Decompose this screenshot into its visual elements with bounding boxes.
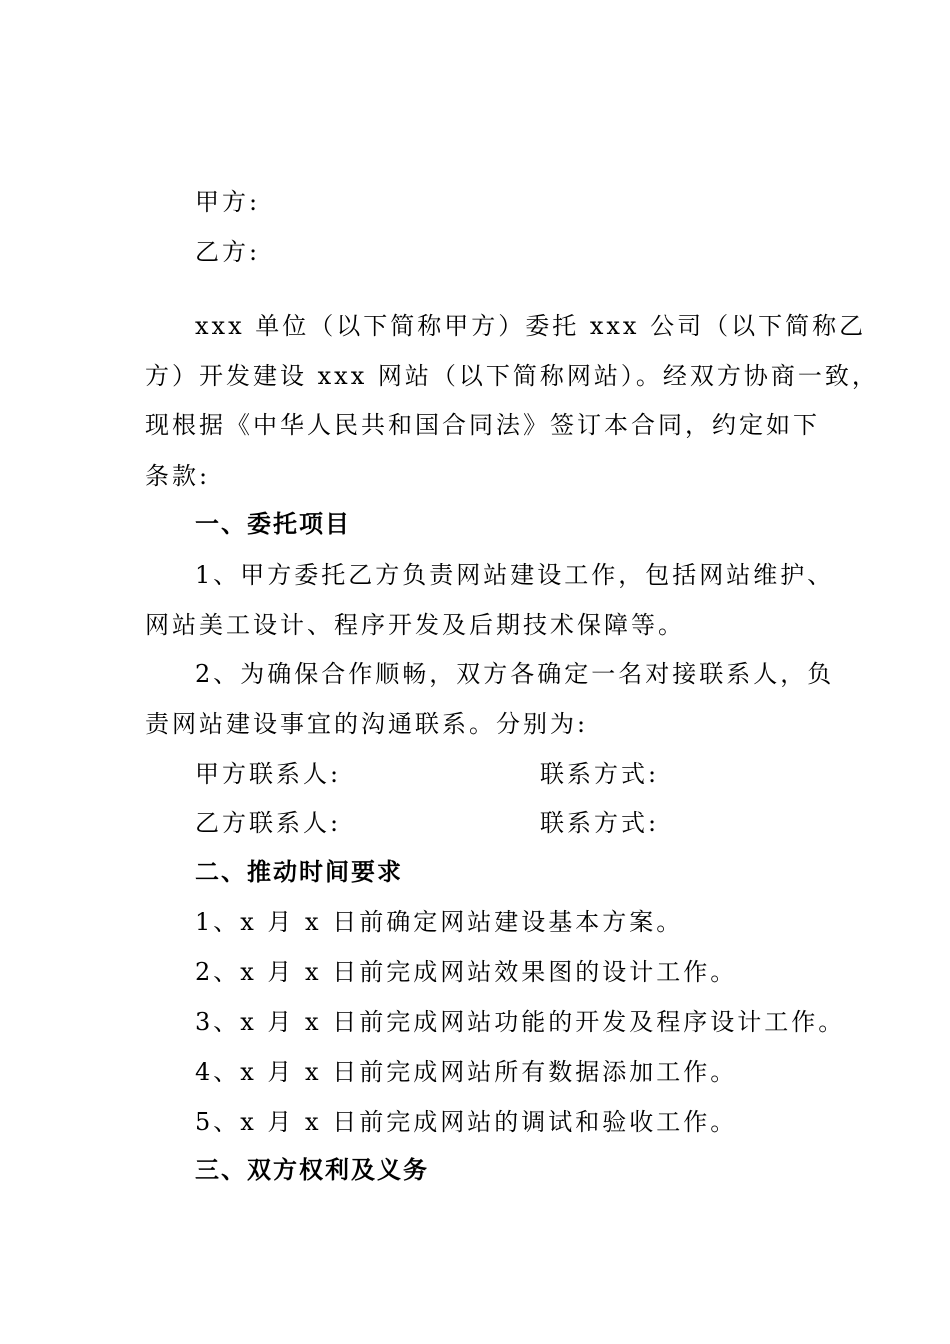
party-a-contact-label: 甲方联系人:	[195, 760, 342, 788]
section2-item-3: 3、x 月 x 日前完成网站功能的开发及程序设计工作。	[195, 1008, 846, 1036]
intro-line-4: 条款:	[145, 462, 211, 490]
party-a-label: 甲方:	[195, 188, 261, 216]
section1-item2-line2: 责网站建设事宜的沟通联系。分别为:	[145, 710, 589, 738]
section2-heading: 二、推动时间要求	[195, 858, 403, 886]
section1-item1-line1: 1、甲方委托乙方负责网站建设工作，包括网站维护、	[195, 561, 835, 589]
party-b-contact-method-label: 联系方式:	[540, 809, 660, 837]
intro-line-2: 方）开发建设 xxx 网站（以下简称网站）。经双方协商一致，	[145, 362, 879, 390]
section1-item1-line2: 网站美工设计、程序开发及后期技术保障等。	[145, 611, 685, 639]
intro-line-1: xxx 单位（以下简称甲方）委托 xxx 公司（以下简称乙	[195, 312, 867, 340]
section2-item-2: 2、x 月 x 日前完成网站效果图的设计工作。	[195, 958, 738, 986]
section2-item-4: 4、x 月 x 日前完成网站所有数据添加工作。	[195, 1058, 738, 1086]
party-b-contact-label: 乙方联系人:	[195, 809, 342, 837]
section2-item-1: 1、x 月 x 日前确定网站建设基本方案。	[195, 908, 684, 936]
party-a-contact-method-label: 联系方式:	[540, 760, 660, 788]
section3-heading: 三、双方权利及义务	[195, 1156, 429, 1184]
intro-line-3: 现根据《中华人民共和国合同法》签订本合同，约定如下	[145, 411, 820, 439]
section1-item2-line1: 2、为确保合作顺畅，双方各确定一名对接联系人，负	[195, 660, 835, 688]
section2-item-5: 5、x 月 x 日前完成网站的调试和验收工作。	[195, 1108, 738, 1136]
party-b-label: 乙方:	[195, 238, 261, 266]
section1-heading: 一、委托项目	[195, 510, 351, 538]
